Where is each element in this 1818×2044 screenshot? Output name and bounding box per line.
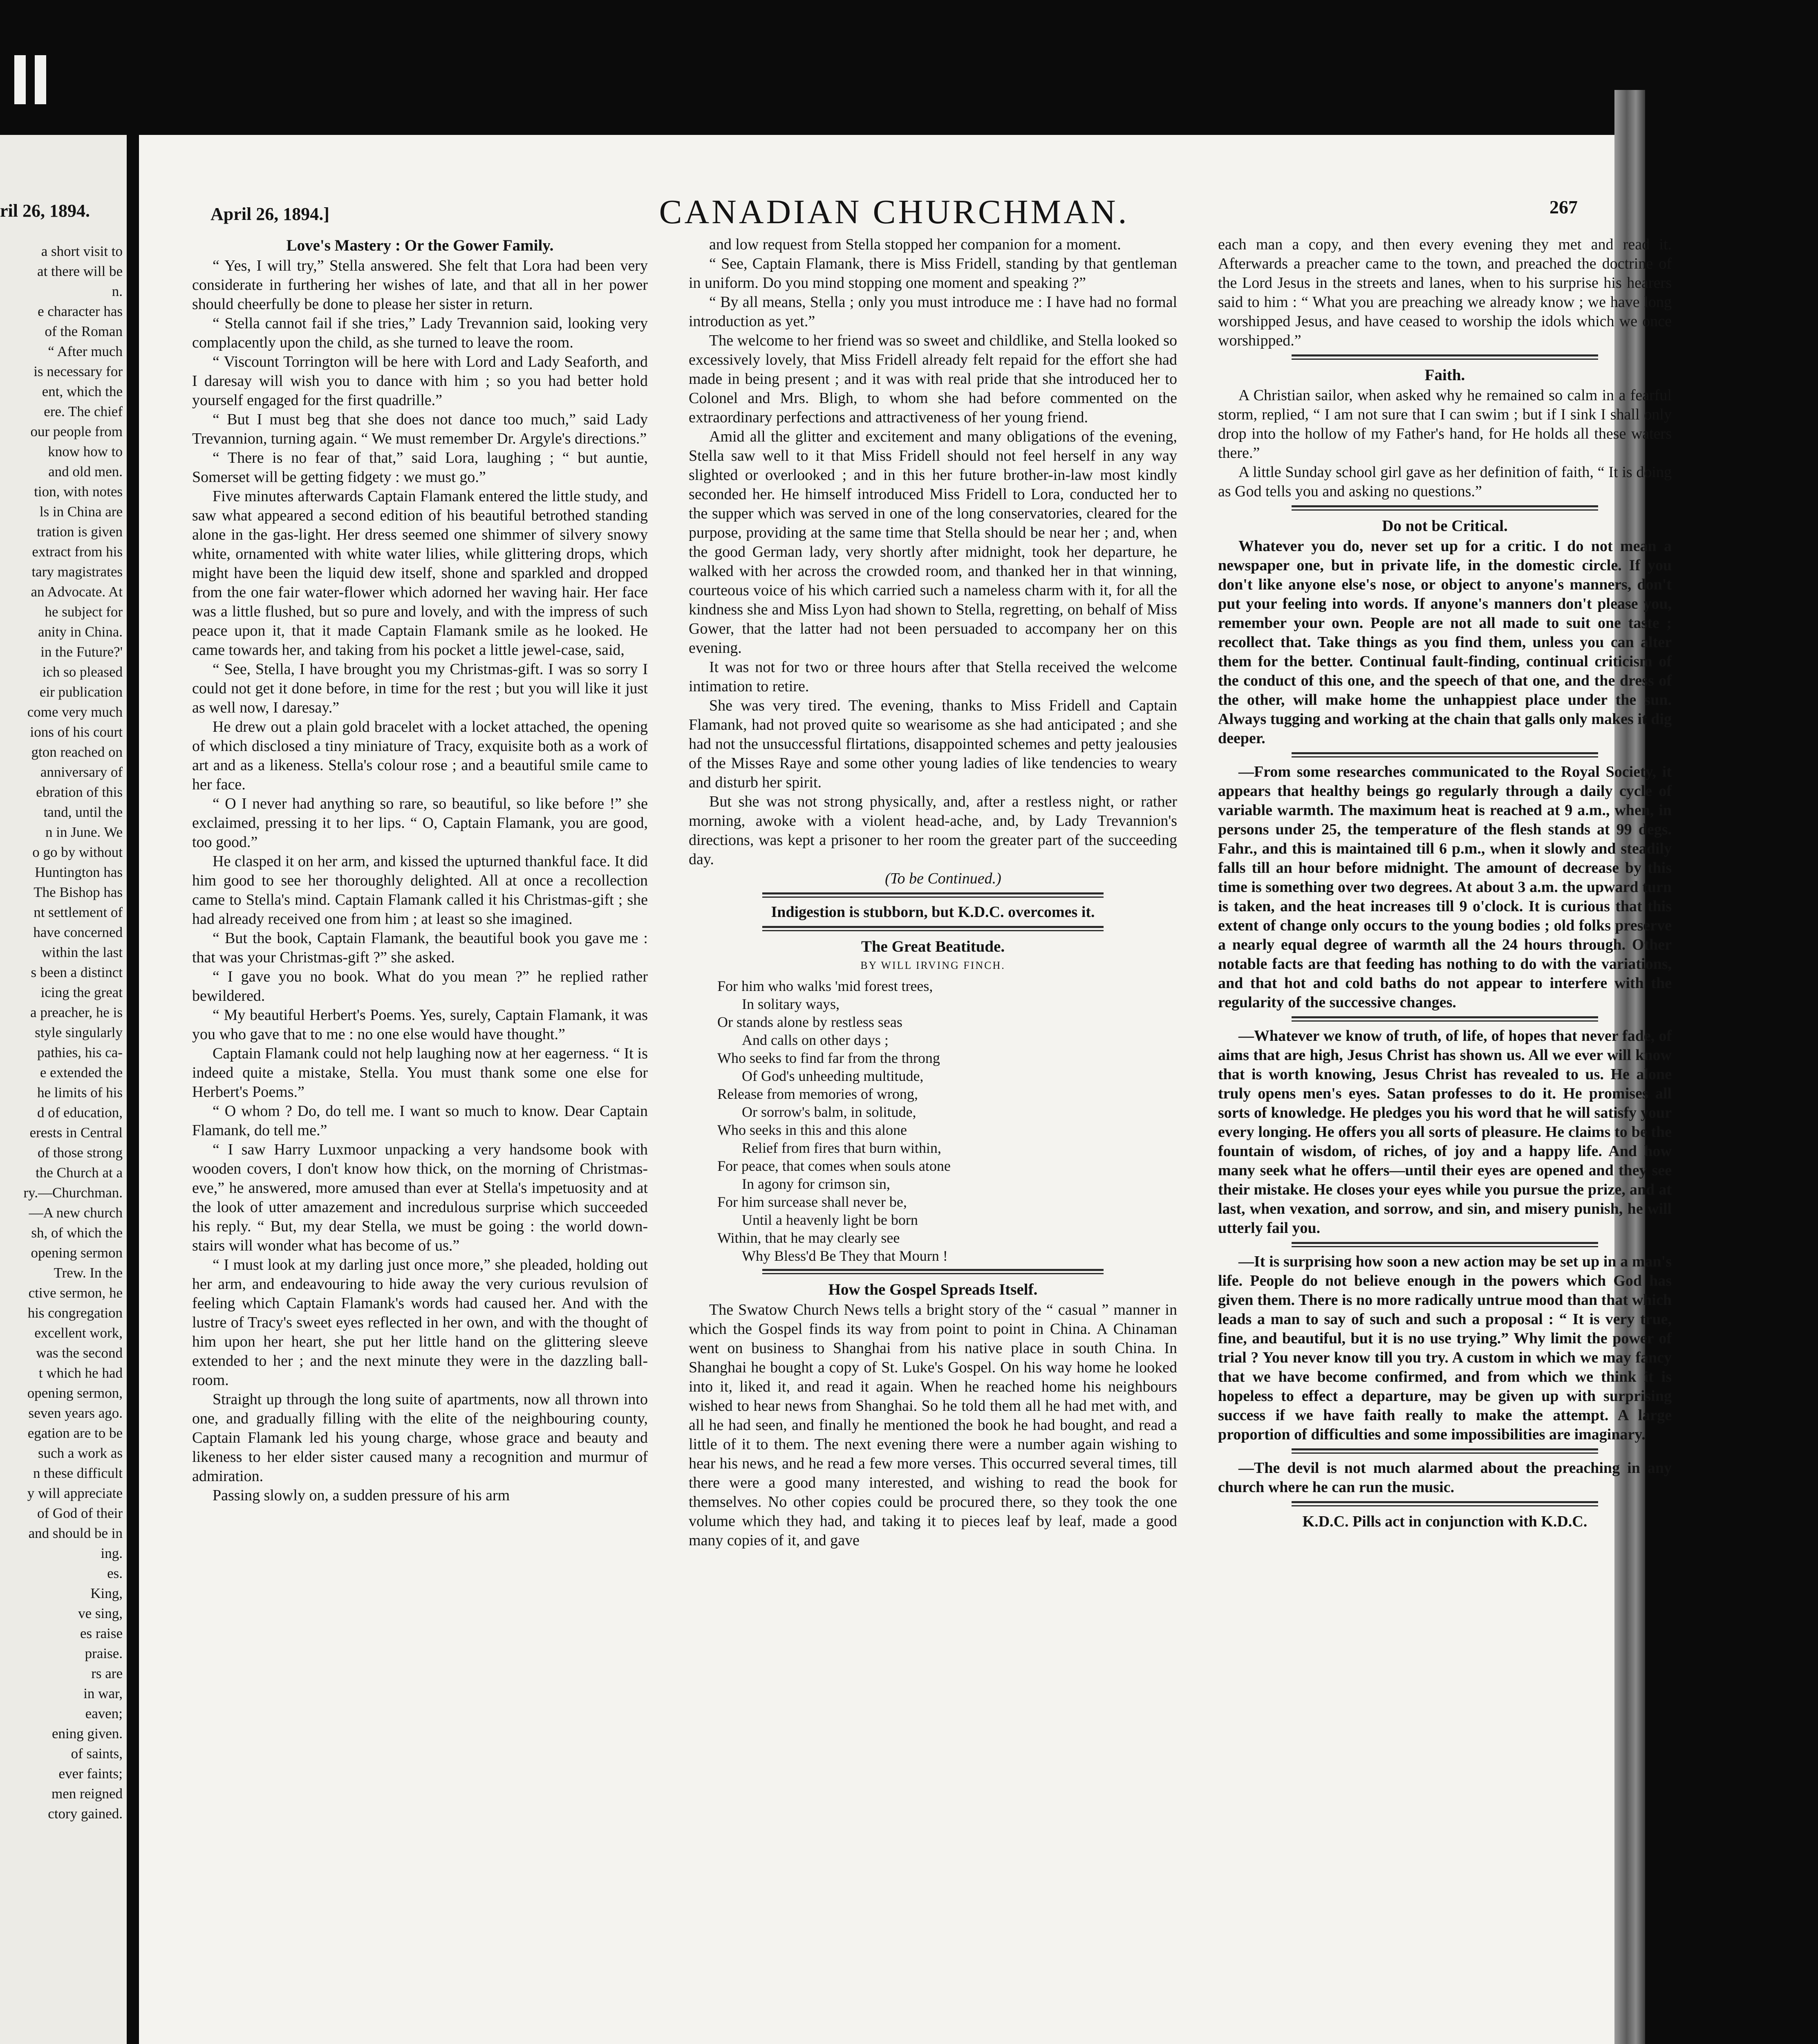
poem-line: Until a heavenly light be born: [742, 1212, 918, 1228]
left-page-line: is necessary for: [34, 363, 123, 379]
left-page-line: n.: [112, 283, 123, 299]
left-page-line: an Advocate. At: [31, 584, 123, 600]
left-page-line: of those strong: [37, 1145, 123, 1161]
left-page-line: he subject for: [45, 604, 123, 620]
column-1: [192, 235, 648, 1505]
story-continuation: [689, 235, 1177, 869]
left-page-line: opening sermon,: [27, 1385, 123, 1401]
left-page-line: es.: [107, 1565, 123, 1581]
left-page-line: pathies, his ca-: [37, 1044, 123, 1060]
poem-line: Why Bless'd Be They that Mourn !: [742, 1248, 948, 1264]
issue-date: April 26, 1894.]: [210, 204, 329, 224]
divider: [762, 892, 1104, 898]
left-page-line: n these difficult: [33, 1465, 123, 1481]
paragraph: He drew out a plain gold bracelet with a locket attached, the opening of which disclosed a tiny miniature of Tracy, exquisite both as a work of art and as a likeness. Stella's colour rose ; and a beautiful smile came to her face.: [192, 718, 648, 793]
paragraph: “ There is no fear of that,” said Lora, laughing ; “ but auntie, Somerset will be getting fidgety : we must go.”: [192, 449, 648, 486]
left-page-line: erests in Central: [29, 1125, 123, 1141]
left-page-line: King,: [90, 1585, 123, 1601]
left-page-line: know how to: [48, 444, 123, 459]
paragraph: and low request from Stella stopped her companion for a moment.: [709, 236, 1121, 253]
paragraph: A Christian sailor, when asked why he remained so calm in a fearful storm, replied, “ I am not sure that I can swim ; but if I sink I shall only drop into the hollow of my Father's hand, for He holds all these waters there.”: [1218, 387, 1672, 462]
kdc-advert: Indigestion is stubborn, but K.D.C. overcomes it.: [771, 903, 1095, 921]
poem-line: Within, that he may clearly see: [717, 1230, 900, 1246]
short-item: —Whatever we know of truth, of life, of hopes that never fade, of aims that are high, Jesus Christ has shown us. All we ever will know that is worth knowing, Jesus Christ has revealed to us. He alone truly opens men's eyes. Satan professes to do it. He promises all sorts of knowledge. He pledges you his word that he will satisfy your every longing. He offers you all sorts of pleasure. He claims to be the fountain of wisdom, of riches, of joy and a happy life. And how many seek what he offers—until their eyes are opened and they see their mistake. He closes your eyes while you pursue the prize, and at last, when vexation, and sorrow, and sin, and misery punish, he will utterly fail you.: [1218, 1027, 1672, 1237]
poem-line: Who seeks to find far from the throng: [717, 1050, 940, 1066]
short-item: —It is surprising how soon a new action may be set up in a man's life. People do not believe enough in the powers which God has given them. There is no more radically untrue mood than that which leads a man to say of such and such a proposal : “ It is very true, fine, and beautiful, but it is no use trying.” Why limit the power of trial ? You never know till you try. A custom in which we may fancy that we have become confirmed, and from which we think it is hopeless to effect a departure, may be given up with surprising success if we have faith really to make the attempt. A large proportion of difficulties and some impossibilities are imaginary.: [1218, 1253, 1672, 1443]
divider: [762, 926, 1104, 931]
paragraph: “ See, Stella, I have brought you my Christmas-gift. I was so sorry I could not get it done before, in time for the rest ; but you will like it just as well now, I daresay.”: [192, 661, 648, 716]
paragraph: Captain Flamank could not help laughing now at her eagerness. “ It is indeed quite a mistake, Stella. You must thank some one else for Herbert's Poems.”: [192, 1045, 648, 1100]
left-facing-page: [0, 135, 127, 2044]
poem-line: In agony for crimson sin,: [742, 1176, 890, 1192]
left-page-line: Huntington has: [35, 864, 123, 880]
paragraph: A little Sunday school girl gave as her definition of faith, “ It is doing as God tells you and asking no questions.”: [1218, 464, 1672, 500]
left-page-line: style singularly: [35, 1024, 123, 1040]
divider: [762, 1269, 1104, 1274]
poem-line: Relief from fires that burn within,: [742, 1140, 941, 1156]
left-page-line: tion, with notes: [34, 484, 123, 500]
paragraph: “ I saw Harry Luxmoor unpacking a very handsome book with wooden covers, I don't know how thick, on the morning of Christmas-eve,” he answered, more amused than ever at Stella's impetuosity and at the look of utter amazement and incredulous surprise which succeeded his reply. “ But, my dear Stella, we must be going : the world down-stairs will wonder what has become of us.”: [192, 1141, 648, 1254]
poem-line: For peace, that comes when souls atone: [717, 1158, 951, 1174]
poem-line: Of God's unheeding multitude,: [742, 1068, 924, 1084]
left-page-line: icing the great: [40, 984, 123, 1000]
poem-line: Who seeks in this and this alone: [717, 1122, 907, 1138]
divider: [1292, 505, 1598, 511]
left-page-date: ril 26, 1894.: [0, 201, 90, 221]
paragraph: “ Viscount Torrington will be here with Lord and Lady Seaforth, and I daresay will wish you to dance with him ; so you had better hold yourself engaged for the first quadrille.”: [192, 353, 648, 409]
left-page-line: es raise: [80, 1625, 123, 1641]
paragraph: Five minutes afterwards Captain Flamank entered the little study, and saw what appeared a second edition of his beautiful betrothed standing alone in the gas-light. Her dress seemed one shimmer of silvery snowy white, ornamented with white water lilies, while glittering drops, which might have been the liquid dew itself, shone and sparkled and dropped from the one fair water-flower which adorned her waving hair. Her face was a little flushed, but so pure and lovely, and with the impress of such peace upon it, that it made Captain Flamank smile as he looked. He came towards her, and taking from his pocket a little jewel-case, said,: [192, 488, 648, 659]
left-page-line: of God of their: [37, 1505, 123, 1521]
left-page-text: [0, 241, 123, 1824]
paragraph: “ But I must beg that she does not dance too much,” said Lady Trevannion, turning again. “ We must remember Dr. Argyle's directions.”: [192, 411, 648, 447]
left-page-line: o go by without: [32, 844, 123, 860]
left-page-line: his congregation: [27, 1305, 123, 1321]
left-page-line: have concerned: [33, 924, 123, 940]
paragraph: Amid all the glitter and excitement and many obligations of the evening, Stella saw well to it that Miss Fridell should not feel herself in any way slighted or overlooked ; and in this her future brother-in-law most kindly seconded her. He himself introduced Miss Fridell to Lora, conducted her to the supper which was served in one of the long conservatories, cleared for the purpose, providing at the same time that Stella should be near her ; and, when the good German lady, very shortly after midnight, took her departure, he walked with her across the crowded room, and thanked her in that winning, courteous voice of his which carried such a nameless charm with it, for all the kindness she and Miss Lyon had shown to Stella, regretting, on behalf of Miss Gower, that the latter had not been persuaded to accompany her on this evening.: [689, 428, 1177, 657]
poem-line: For him surcease shall never be,: [717, 1194, 907, 1210]
faith-title: Faith.: [1424, 366, 1465, 384]
left-page-line: d of education,: [37, 1105, 123, 1121]
left-page-line: excellent work,: [34, 1325, 123, 1341]
poem-line: In solitary ways,: [742, 996, 840, 1012]
left-page-line: ing.: [101, 1545, 123, 1561]
left-page-line: praise.: [85, 1645, 123, 1661]
divider: [1292, 752, 1598, 758]
left-page-line: Trew. In the: [54, 1265, 123, 1281]
left-page-line: tration is given: [37, 524, 123, 540]
left-page-line: at there will be: [37, 263, 123, 279]
left-page-line: gton reached on: [31, 744, 123, 760]
left-page-line: s been a distinct: [31, 964, 123, 980]
left-page-line: anity in China.: [38, 624, 123, 640]
left-page-line: “ After much: [48, 343, 123, 359]
page-number: 267: [1549, 197, 1578, 217]
scan-edge-mark-top: [35, 55, 46, 104]
left-page-line: of saints,: [71, 1746, 123, 1762]
poem-title: The Great Beatitude.: [861, 938, 1005, 955]
left-page-line: he limits of his: [37, 1085, 123, 1100]
left-page-line: e character has: [38, 303, 123, 319]
left-page-line: ich so pleased: [42, 664, 123, 680]
poem-line: Or sorrow's balm, in solitude,: [742, 1104, 916, 1120]
divider: [1292, 1448, 1598, 1454]
left-page-line: eir publication: [39, 684, 123, 700]
divider: [1292, 1016, 1598, 1022]
left-page-line: ebration of this: [36, 784, 123, 800]
short-item: —The devil is not much alarmed about the preaching in any church where he can run the music.: [1218, 1459, 1672, 1496]
left-page-line: opening sermon: [31, 1245, 123, 1261]
left-page-line: The Bishop has: [34, 884, 123, 900]
left-page-line: ry.—Churchman.: [23, 1185, 123, 1201]
left-page-line: in the Future?': [40, 644, 123, 660]
left-page-line: —A new church: [29, 1205, 123, 1221]
critical-title: Do not be Critical.: [1382, 517, 1508, 535]
newspaper-page: [139, 135, 1672, 2044]
left-page-line: seven years ago.: [28, 1405, 123, 1421]
paragraph: “ Stella cannot fail if she tries,” Lady Trevannion said, looking very complacently upon the child, as she turned to leave the room.: [192, 315, 648, 351]
left-page-line: a short visit to: [41, 243, 123, 259]
left-page-line: nt settlement of: [34, 904, 123, 920]
column-3: [1218, 235, 1672, 1531]
left-page-line: e extended the: [40, 1065, 123, 1080]
paragraph: Straight up through the long suite of apartments, now all thrown into one, and gradually filling with the elite of the neighbouring county, Captain Flamank led his young charge, whose grace and beauty and likeness to her elder sister caused many a recognition and murmur of admiration.: [192, 1391, 648, 1485]
short-items: [1218, 752, 1672, 1506]
left-page-line: and should be in: [28, 1525, 123, 1541]
left-page-line: ctive sermon, he: [28, 1285, 123, 1301]
left-page-line: was the second: [36, 1345, 123, 1361]
paragraph: “ O whom ? Do, do tell me. I want so much to know. Dear Captain Flamank, do tell me.”: [192, 1103, 648, 1139]
paragraph: “ See, Captain Flamank, there is Miss Fridell, standing by that gentleman in uniform. Do you mind stopping one moment and speaking ?”: [689, 255, 1177, 291]
story-title: Love's Mastery : Or the Gower Family.: [286, 237, 554, 254]
masthead-title: CANADIAN CHURCHMAN.: [659, 193, 1129, 231]
critical-text: Whatever you do, never set up for a critic. I do not mean a newspaper one, but in private life, in the domestic circle. If you don't like anyone else's nose, or object to anyone's manners, don't put your feeling into words. If anyone's manners don't please you, remember your own. People are not all made to suit one taste ; recollect that. Take things as you find them, unless you can alter them for the better. Continual fault-finding, continual criticism of the conduct of this one, and the speech of that one, and the dress of the other, will make home the unhappiest place under the sun. Always tugging and working at the chain that galls only makes it dig deeper.: [1218, 538, 1672, 747]
short-item: —From some researches communicated to the Royal Society, it appears that healthy beings go regularly through a daily cycle of variable warmth. The maximum heat is reached at 9 a.m., when, in persons under 25, the temperature of the flesh stands at 99 degs. Fahr., and this is maintained till 6 p.m., when it slowly and steadily falls till an hour before midnight. The amount of decrease by this time is something over two degrees. At about 3 a.m. the upward turn is taken, and the heat increases till 9 o'clock. It is curious that this extent of change only occurs to the young bodies ; old folks preserve a nearly equal degree of warmth all the 24 hours through. Other notable facts are that feeding has nothing to do with the variations, and that hot and cold baths do not appear to interfere with the regularity of the successive changes.: [1218, 763, 1672, 1011]
faith-paragraphs: [1218, 386, 1672, 501]
left-page-line: of the Roman: [45, 323, 123, 339]
paragraph: But she was not strong physically, and, after a restless night, or rather morning, awoke with a violent head-ache, and, by Lady Trevannion's directions, was kept a prisoner to her room the greater part of the succeeding day.: [689, 793, 1177, 868]
left-page-line: tand, until the: [43, 804, 123, 820]
left-page-line: extract from his: [32, 544, 123, 560]
story-paragraphs: [192, 256, 648, 1505]
divider: [1292, 354, 1598, 360]
poem-line: Release from memories of wrong,: [717, 1086, 918, 1102]
left-page-line: ions of his court: [30, 724, 123, 740]
poem: [717, 977, 1177, 1265]
left-page-line: anniversary of: [40, 764, 123, 780]
column-2: [689, 235, 1177, 1550]
left-page-line: ening given.: [51, 1726, 123, 1741]
page-header: [210, 184, 1578, 231]
paragraph: She was very tired. The evening, thanks to Miss Fridell and Captain Flamank, had not proved quite so wearisome as she had anticipated ; and she had not the unsuccessful flirtations, disappointed schemes and petty jealousies of the Misses Raye and some other young ladies of like tendencies to weary and disturb her spirit.: [689, 697, 1177, 791]
gospel-title: How the Gospel Spreads Itself.: [828, 1281, 1038, 1298]
left-page-line: our people from: [30, 424, 123, 439]
paragraph: He clasped it on her arm, and kissed the upturned thankful face. It did him good to see her thoroughly delighted. All at once a recollection came to Stella's mind. Captain Flamank called it his Christmas-gift ; she had already received one from him ; at least so she imagined.: [192, 853, 648, 928]
left-page-line: eaven;: [85, 1706, 123, 1721]
left-page-line: ctory gained.: [48, 1806, 123, 1822]
paragraph: “ Yes, I will try,” Stella answered. She felt that Lora had been very considerate in furthering her wishes of late, and that all in her power should cheerfully be done to please her sister in return.: [192, 257, 648, 313]
left-page-line: rs are: [91, 1665, 123, 1681]
poem-byline: BY WILL IRVING FINCH.: [860, 959, 1005, 971]
scan-edge-mark-top: [14, 55, 26, 104]
left-page-line: tary magistrates: [31, 564, 123, 580]
paragraph: It was not for two or three hours after that Stella received the welcome intimation to retire.: [689, 659, 1177, 695]
kdc-pills-advert: K.D.C. Pills act in conjunction with K.D.C.: [1302, 1513, 1587, 1530]
left-page-line: ever faints;: [58, 1766, 123, 1782]
poem-line: Or stands alone by restless seas: [717, 1014, 902, 1030]
poem-line: For him who walks 'mid forest trees,: [717, 978, 933, 994]
paragraph: “ My beautiful Herbert's Poems. Yes, surely, Captain Flamank, it was you who gave that to me : no one else would have thought.”: [192, 1006, 648, 1043]
left-page-line: ls in China are: [39, 504, 123, 520]
left-page-line: and old men.: [48, 464, 123, 480]
left-page-line: in war,: [83, 1685, 123, 1701]
left-page-line: egation are to be: [27, 1425, 123, 1441]
paragraph: “ By all means, Stella ; only you must introduce me : I have had no formal introduction as yet.”: [689, 294, 1177, 330]
left-page-line: come very much: [27, 704, 123, 720]
paragraph: Passing slowly on, a sudden pressure of his arm: [213, 1487, 510, 1504]
left-page-line: within the last: [41, 944, 123, 960]
to-be-continued: (To be Continued.): [885, 870, 1001, 887]
paragraph: “ I gave you no book. What do you mean ?” he replied rather bewildered.: [192, 968, 648, 1004]
paragraph: “ But the book, Captain Flamank, the beautiful book you gave me : that was your Christmas-gift ?” she asked.: [192, 930, 648, 966]
left-page-line: a preacher, he is: [30, 1004, 123, 1020]
gospel-text: The Swatow Church News tells a bright story of the “ casual ” manner in which the Gospel finds its way from point to point in China. A Chinaman went on business to Shanghai from his native place in south China. In Shanghai he bought a copy of St. Luke's Gospel. On his way home he looked into it, liked it, and read it again. When he reached home his neighbours wished to hear news from Shanghai. So he told them all he had met with, and all he had seen, and finally he mentioned the book he had bought, and read a little of it to them. The next evening there were a number again wishing to hear his news, and he read a few more verses. This occurred several times, till there were a good many interested, and wishing to read the book for themselves. No other copies could be procured there, so they took the one volume which they had, and taking it to pieces leaf by leaf, made a good many copies of it, and gave: [689, 1301, 1177, 1549]
left-page-line: ent, which the: [42, 383, 123, 399]
left-page-line: such a work as: [38, 1445, 123, 1461]
divider: [1292, 1242, 1598, 1247]
left-page-line: n in June. We: [45, 824, 123, 840]
left-page-line: y will appreciate: [27, 1485, 123, 1501]
left-page-line: t which he had: [38, 1365, 123, 1381]
left-page-line: the Church at a: [36, 1165, 123, 1181]
left-page-line: men reigned: [51, 1786, 123, 1802]
paragraph: “ O I never had anything so rare, so beautiful, so like before !” she exclaimed, pressing it to her lips. “ O, Captain Flamank, you are good, too good.”: [192, 795, 648, 851]
left-page-line: ve sing,: [78, 1605, 123, 1621]
left-page-line: ere. The chief: [44, 403, 123, 419]
poem-line: And calls on other days ;: [742, 1032, 889, 1048]
gospel-continuation: each man a copy, and then every evening they met and read it. Afterwards a preacher came to the town, and preached the doctrine of the Lord Jesus in the streets and lanes, when to his surprise his hearers said to him : “ What you are preaching we already know ; we have long worshipped Jesus, and have ceased to worship the idols which we once worshipped.”: [1218, 236, 1672, 349]
paragraph: The welcome to her friend was so sweet and childlike, and Stella looked so excessively lovely, that Miss Fridell already felt repaid for the effort she had made in being present ; and it was with real pride that she introduced her to Colonel and Mrs. Bligh, to whom she had before commented on the extraordinary perfections and attractiveness of her young friend.: [689, 332, 1177, 426]
left-page-line: sh, of which the: [31, 1225, 123, 1241]
divider: [1292, 1501, 1598, 1506]
paragraph: “ I must look at my darling just once more,” she pleaded, holding out her arm, and endeavouring to hide away the very curious revulsion of feeling which Captain Flamank's words had caused her. And with the lustre of Tracy's sweet eyes reflected in her own, and with the thought of him upon her heart, she put her little hand on the glittering sleeve extended to her ; and the next minute they were in the dazzling ball-room.: [192, 1256, 648, 1389]
